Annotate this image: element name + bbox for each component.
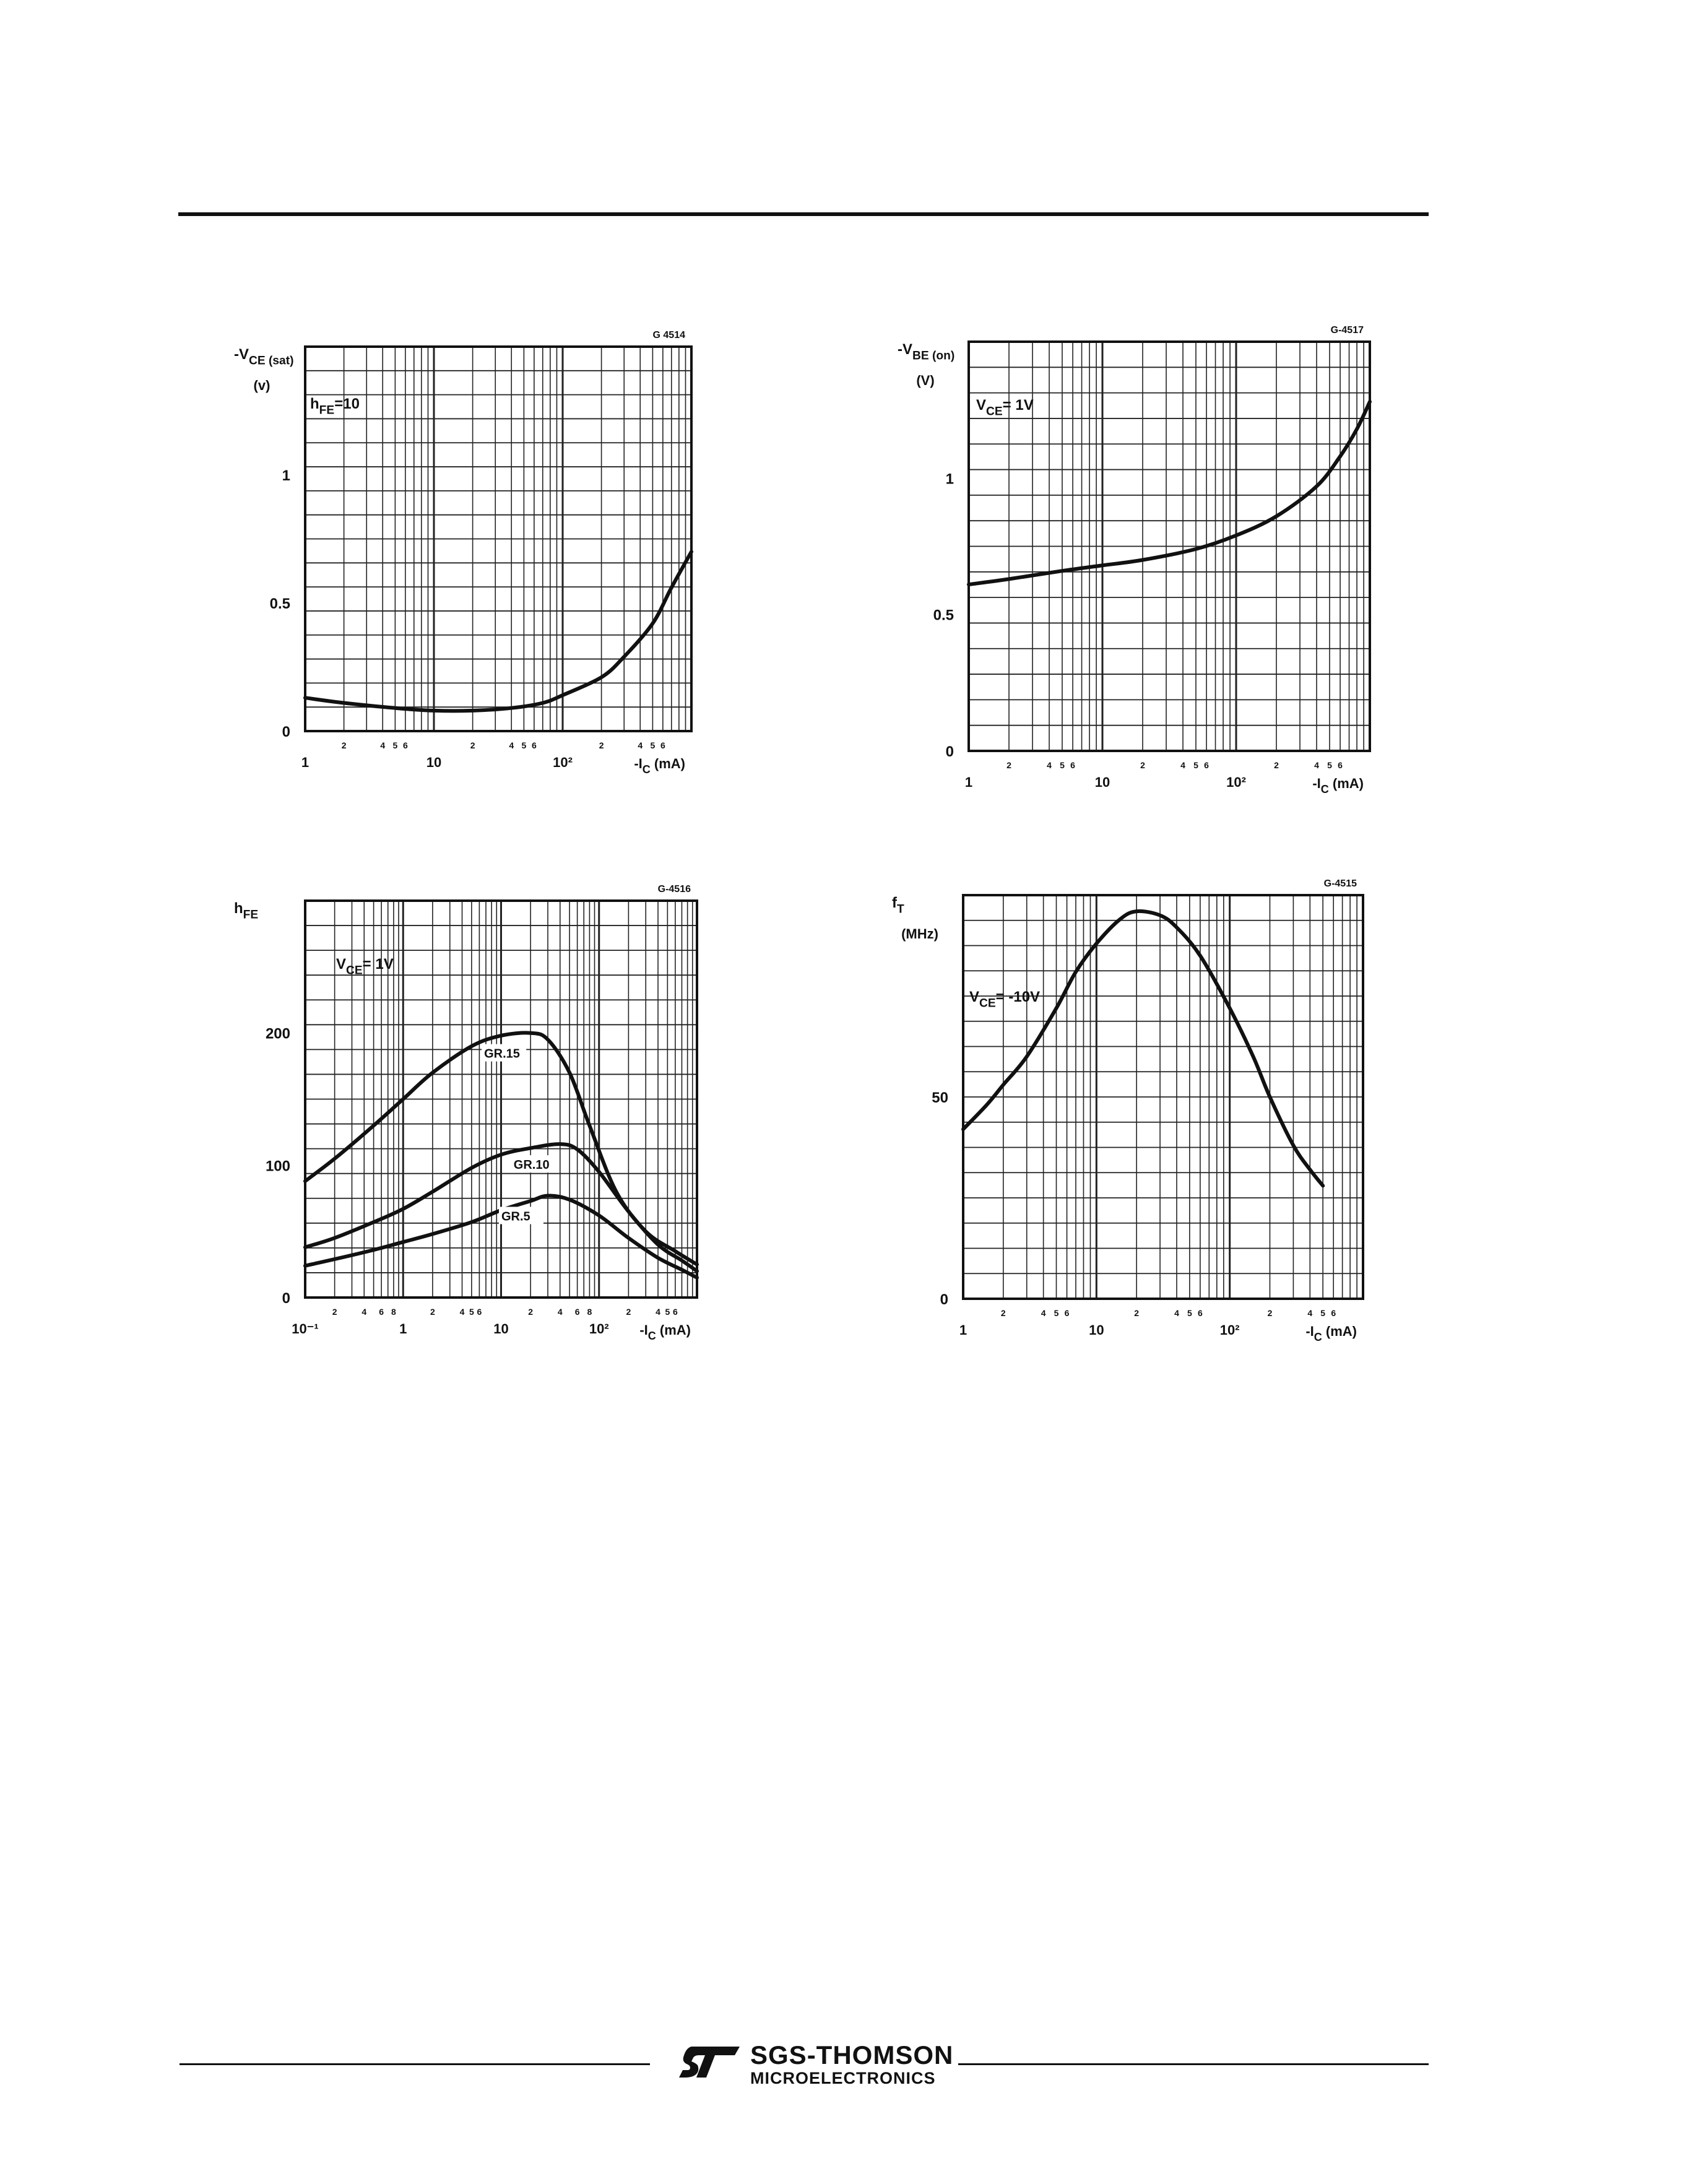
y-axis-unit: (v) xyxy=(253,378,271,393)
x-tick-label: 10² xyxy=(589,1321,609,1337)
x-tick-label: 8 xyxy=(391,1307,396,1317)
x-tick-label: 8 xyxy=(587,1307,592,1317)
x-tick-label: 5 xyxy=(665,1307,670,1317)
y-tick-label: 1 xyxy=(945,470,954,488)
series-label: GR.15 xyxy=(484,1047,520,1061)
x-tick-label: 6 xyxy=(1331,1308,1336,1318)
x-tick-label: 2 xyxy=(528,1307,534,1317)
x-tick-label: 4 xyxy=(557,1307,563,1317)
y-axis-label: $f_T$ xyxy=(892,895,904,916)
x-tick-label: 4 xyxy=(1047,760,1052,770)
x-tick-label: 6 xyxy=(1338,760,1343,770)
x-tick-label: 4 xyxy=(361,1307,367,1317)
footer-rule-left xyxy=(180,2063,650,2065)
y-tick-label: 0 xyxy=(282,1290,290,1307)
x-tick-label: 4 xyxy=(1041,1308,1046,1318)
y-tick-label: 0 xyxy=(282,724,290,740)
x-tick-label: 1 xyxy=(399,1321,407,1337)
x-tick-label: 2 xyxy=(1274,760,1279,770)
figure-code: G-4515 xyxy=(1323,878,1357,889)
condition-label: $h_{FE}=10$ xyxy=(310,396,360,417)
x-tick-label: 2 xyxy=(341,740,347,750)
figure-code: G-4516 xyxy=(657,884,691,895)
x-axis-label: $-I_C$ (mA) xyxy=(639,1322,691,1342)
series-label: GR.10 xyxy=(513,1158,550,1172)
y-axis-label: $h_{FE}$ xyxy=(234,900,259,922)
x-tick-label: 10 xyxy=(493,1321,509,1337)
x-tick-label: 4 xyxy=(509,740,514,750)
x-tick-label: 6 xyxy=(574,1307,580,1317)
x-tick-label: 6 xyxy=(477,1307,482,1317)
x-tick-label: 5 xyxy=(1187,1308,1192,1318)
y-tick-label: 0.5 xyxy=(269,596,290,612)
x-tick-label: 4 xyxy=(656,1307,660,1317)
x-tick-label: 6 xyxy=(402,740,408,750)
y-tick-label: 200 xyxy=(265,1025,290,1042)
y-tick-label: 1 xyxy=(282,467,290,484)
grid xyxy=(305,347,691,731)
chart-2 xyxy=(898,325,1370,795)
x-tick-label: 2 xyxy=(470,740,475,750)
footer-rule-right xyxy=(958,2063,1429,2065)
x-tick-label: 2 xyxy=(1134,1308,1140,1318)
x-tick-label: 5 xyxy=(1193,760,1198,770)
y-axis-unit: (V) xyxy=(916,373,935,388)
x-tick-label: 5 xyxy=(1054,1308,1059,1318)
x-tick-label: 4 xyxy=(638,740,643,750)
x-tick-label: 2 xyxy=(1006,760,1011,770)
figure-code: G-4517 xyxy=(1330,325,1364,336)
x-tick-label: 5 xyxy=(1060,760,1065,770)
x-tick-label: 5 xyxy=(1320,1308,1326,1318)
x-tick-label: 10² xyxy=(1226,774,1246,790)
x-tick-label: 2 xyxy=(430,1307,435,1317)
chart-4 xyxy=(892,878,1363,1343)
x-tick-label: 6 xyxy=(672,1307,678,1317)
x-tick-label: 6 xyxy=(379,1307,384,1317)
brand-subtitle: MICROELECTRONICS xyxy=(750,2069,936,2087)
brand-name: SGS-THOMSON xyxy=(750,2040,954,2069)
chart-1 xyxy=(234,330,691,776)
x-tick-label: 5 xyxy=(392,740,398,750)
x-tick-label: 6 xyxy=(660,740,665,750)
x-axis-label: $-I_C$ (mA) xyxy=(1305,1324,1357,1343)
y-axis-unit: (MHz) xyxy=(901,926,938,942)
x-tick-label: 5 xyxy=(1327,760,1332,770)
condition-label: $V_{CE}= 1V$ xyxy=(336,956,394,977)
x-tick-label: 1 xyxy=(959,1322,967,1338)
x-tick-label: 6 xyxy=(1064,1308,1070,1318)
x-tick-label: 10² xyxy=(553,755,573,770)
x-tick-label: 10⁻¹ xyxy=(292,1321,319,1337)
grid xyxy=(963,895,1363,1299)
x-tick-label: 6 xyxy=(1197,1308,1203,1318)
x-tick-label: 2 xyxy=(1000,1308,1006,1318)
x-tick-label: 2 xyxy=(1267,1308,1273,1318)
y-axis-label: $-V_{BE (on)}$ xyxy=(898,341,955,363)
x-tick-label: 10 xyxy=(426,755,442,770)
series-line-1 xyxy=(969,402,1370,584)
series-line-1 xyxy=(305,552,691,711)
x-tick-label: 4 xyxy=(1307,1308,1313,1318)
x-tick-label: 10 xyxy=(1089,1322,1104,1338)
st-logo-icon xyxy=(678,2043,746,2080)
series-line-1 xyxy=(963,911,1323,1186)
x-tick-label: 5 xyxy=(650,740,656,750)
x-tick-label: 2 xyxy=(626,1307,631,1317)
x-tick-label: 4 xyxy=(1180,760,1185,770)
x-tick-label: 2 xyxy=(599,740,604,750)
x-tick-label: 6 xyxy=(531,740,537,750)
chart-3 xyxy=(234,884,697,1342)
x-tick-label: 6 xyxy=(1070,760,1075,770)
x-tick-label: 2 xyxy=(1140,760,1145,770)
x-tick-label: 2 xyxy=(332,1307,337,1317)
y-axis-label: $-V_{CE (sat)}$ xyxy=(234,346,294,368)
y-tick-label: 0 xyxy=(945,743,954,760)
x-tick-label: 5 xyxy=(521,740,527,750)
x-tick-label: 10² xyxy=(1219,1322,1240,1338)
x-tick-label: 5 xyxy=(469,1307,474,1317)
condition-label: $V_{CE}= 1V$ xyxy=(976,397,1034,418)
x-tick-label: 4 xyxy=(380,740,386,750)
y-tick-label: 0 xyxy=(940,1291,948,1308)
series-label: GR.5 xyxy=(501,1210,530,1224)
x-tick-label: 4 xyxy=(1174,1308,1179,1318)
y-tick-label: 0.5 xyxy=(933,607,954,624)
x-axis-label: $-I_C$ (mA) xyxy=(1312,776,1364,795)
x-tick-label: 4 xyxy=(1314,760,1319,770)
x-tick-label: 6 xyxy=(1204,760,1209,770)
figure-code: G 4514 xyxy=(652,330,685,340)
x-tick-label: 10 xyxy=(1094,774,1110,790)
x-tick-label: 1 xyxy=(301,755,309,770)
y-tick-label: 50 xyxy=(932,1090,948,1106)
condition-label: $V_{CE}= -10V$ xyxy=(969,989,1041,1010)
y-tick-label: 100 xyxy=(265,1158,290,1175)
x-axis-label: $-I_C$ (mA) xyxy=(634,756,685,776)
x-tick-label: 4 xyxy=(459,1307,465,1317)
x-tick-label: 1 xyxy=(964,774,973,790)
